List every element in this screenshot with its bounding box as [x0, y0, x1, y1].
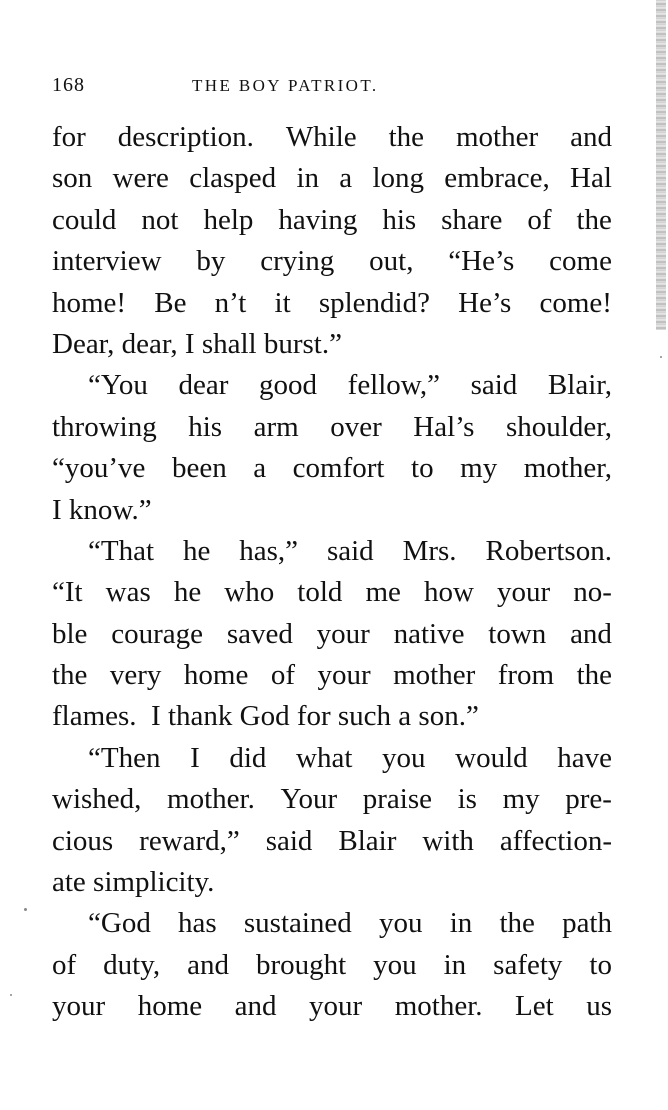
text-line: home! Be n’t it splendid? He’s come! — [52, 286, 612, 319]
text-line: Dear, dear, I shall burst.” — [52, 327, 342, 360]
text-line: the very home of your mother from the — [52, 659, 612, 692]
text-line: cious reward,” said Blair with affection- — [52, 824, 612, 857]
body-text — [52, 117, 612, 1028]
running-title: THE BOY PATRIOT. — [192, 76, 379, 95]
text-line: “That he has,” said Mrs. Robertson. — [88, 534, 612, 567]
text-line: “you’ve been a comfort to my mother, — [52, 452, 612, 485]
text-line: wished, mother. Your praise is my pre- — [52, 783, 612, 816]
paper-speck — [660, 356, 662, 358]
page-header — [52, 74, 612, 104]
text-line: for description. While the mother and — [52, 121, 612, 153]
text-line: “Then I did what you would have — [88, 741, 612, 774]
text-line: “It was he who told me how your no- — [52, 576, 612, 609]
text-line: ate simplicity. — [52, 866, 215, 899]
text-line: could not help having his share of the — [52, 203, 612, 236]
text-line: son were clasped in a long embrace, Hal — [52, 162, 612, 195]
text-line: interview by crying out, “He’s come — [52, 245, 612, 278]
text-line: ble courage saved your native town and — [52, 617, 612, 650]
text-line: I know.” — [52, 493, 152, 526]
text-line: “God has sustained you in the path — [88, 907, 612, 940]
text-line: flames. I thank God for such a son.” — [52, 700, 479, 733]
paper-speck — [24, 908, 27, 911]
text-line: throwing his arm over Hal’s shoulder, — [52, 410, 612, 443]
text-line: your home and your mother. Let us — [52, 990, 612, 1023]
text-line: of duty, and brought you in safety to — [52, 948, 612, 981]
page-edge-shadow — [656, 0, 666, 330]
page-number: 168 — [52, 74, 85, 96]
text-line: “You dear good fellow,” said Blair, — [88, 369, 612, 402]
paper-speck — [10, 994, 12, 996]
